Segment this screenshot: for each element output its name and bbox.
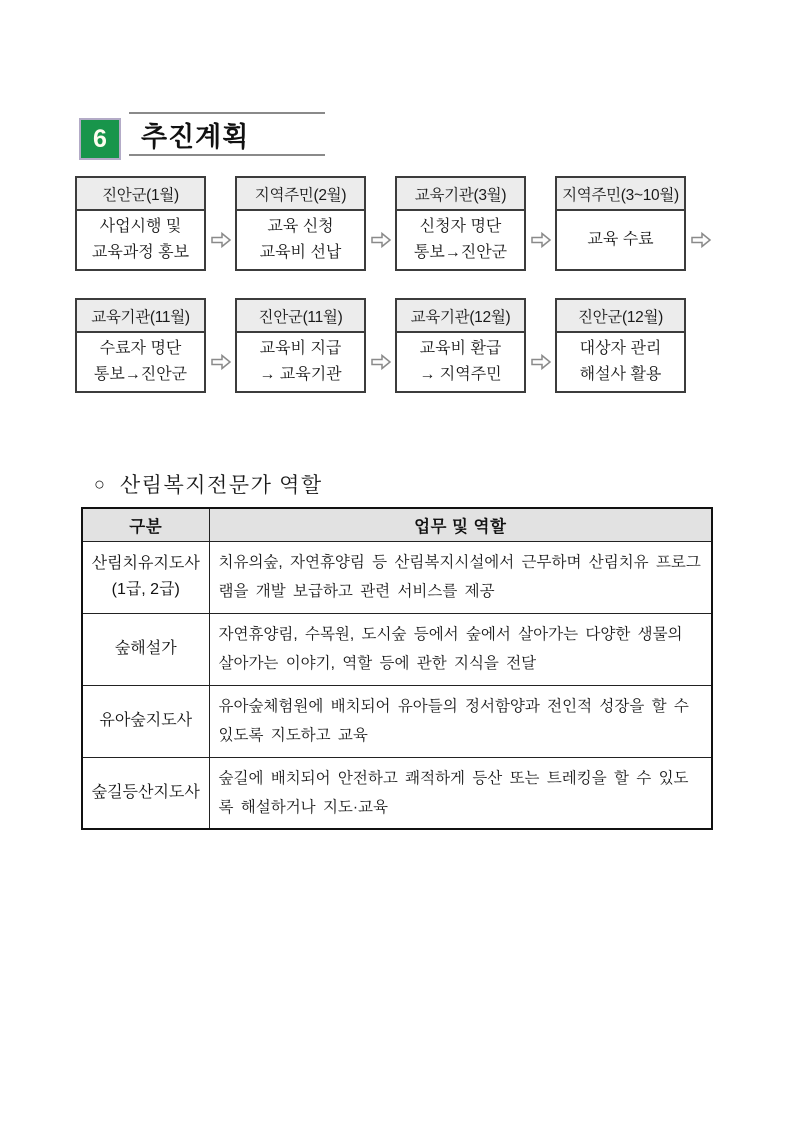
right-arrow-icon [370, 353, 392, 371]
flow-box-line: → 교육기관 [259, 366, 342, 383]
flow-box-line: 통보→진안군 [413, 244, 508, 261]
page-title: 추진계획 [141, 121, 250, 152]
flow-arrow [526, 176, 555, 271]
flow-box-body [77, 211, 204, 269]
flow-box [75, 298, 206, 393]
description-cell: 유아숲체험원에 배치되어 유아들의 정서함양과 전인적 성장을 할 수 있도록 지도하고 교육 [209, 685, 712, 757]
table-row [82, 613, 712, 685]
circle-bullet-icon: ○ [94, 473, 105, 494]
flow-box-body [557, 211, 684, 269]
flow-box-header: 지역주민(2월) [237, 178, 364, 211]
table-row [82, 757, 712, 829]
right-arrow-icon [210, 231, 232, 249]
category-line: 숲길등산지도사 [91, 783, 200, 801]
flow-box [235, 176, 366, 271]
category-line: 유아숲지도사 [99, 712, 193, 729]
flow-box-line: 통보→진안군 [93, 366, 188, 383]
roles-title-text: 산림복지전문가 역할 [119, 473, 323, 497]
category-line: (1급, 2급) [111, 581, 180, 598]
roles-table [81, 507, 713, 830]
category-cell [82, 613, 209, 685]
flow-box [395, 176, 526, 271]
flow-box-header: 교육기관(12월) [397, 300, 524, 333]
flow-box-header: 진안군(12월) [557, 300, 684, 333]
flow-box-body [237, 211, 364, 269]
table-row [82, 685, 712, 757]
flow-box-line: 수료자 명단 [99, 340, 182, 357]
right-arrow-icon [530, 353, 552, 371]
flow-arrow [686, 176, 715, 271]
flow-box [75, 176, 206, 271]
flow-arrow [526, 298, 555, 393]
roles-section-title [94, 469, 323, 499]
table-row [82, 541, 712, 613]
flow-box-line: 교육 신청 [267, 218, 334, 235]
flow-box [395, 298, 526, 393]
flow-box-line: 교육비 환급 [419, 340, 502, 357]
right-arrow-icon [210, 353, 232, 371]
flow-box-body [237, 333, 364, 391]
flow-box-body [77, 333, 204, 391]
flow-box [235, 298, 366, 393]
flow-box-header: 교육기관(3월) [397, 178, 524, 211]
flow-box-header: 지역주민(3~10월) [557, 178, 684, 211]
category-line: 산림치유지도사 [91, 555, 200, 572]
right-arrow-icon [530, 231, 552, 249]
description-cell: 자연휴양림, 수목원, 도시숲 등에서 숲에서 살아가는 다양한 생물의 살아가는 이야기, 역할 등에 관한 지식을 전달 [209, 613, 712, 685]
flow-arrow [206, 298, 235, 393]
right-arrow-icon [370, 231, 392, 249]
section-title-rule [129, 112, 325, 156]
right-arrow-icon [690, 231, 712, 249]
description-cell: 치유의숲, 자연휴양림 등 산림복지시설에서 근무하며 산림치유 프로그램을 개발 보급하고 관련 서비스를 제공 [209, 541, 712, 613]
category-line: 숲해설가 [114, 640, 177, 657]
flow-box-line: 사업시행 및 [99, 218, 182, 235]
flow-box-body [397, 211, 524, 269]
flow-box [555, 298, 686, 393]
flow-box-body [397, 333, 524, 391]
category-cell [82, 757, 209, 829]
table-header-duties: 업무 및 역할 [209, 508, 712, 541]
flow-row-1 [75, 176, 715, 271]
flow-row-2 [75, 298, 686, 393]
flow-box-header: 교육기관(11월) [77, 300, 204, 333]
flow-box-line: 교육과정 홍보 [91, 244, 190, 261]
flow-box-line: → 지역주민 [419, 366, 502, 383]
flow-box-header: 진안군(1월) [77, 178, 204, 211]
flow-arrow [366, 176, 395, 271]
flow-box-line: 신청자 명단 [419, 218, 502, 235]
flow-arrow [366, 298, 395, 393]
description-cell: 숲길에 배치되어 안전하고 쾌적하게 등산 또는 트레킹을 할 수 있도록 해설하거나 지도·교육 [209, 757, 712, 829]
flow-arrow [206, 176, 235, 271]
table-header-row [82, 508, 712, 541]
table-header-category: 구분 [82, 508, 209, 541]
flow-box-line: 해설사 활용 [579, 366, 662, 383]
flow-box-header: 진안군(11월) [237, 300, 364, 333]
flow-box-line: 교육비 선납 [259, 244, 342, 261]
flow-box [555, 176, 686, 271]
section-header [79, 112, 325, 160]
category-cell [82, 541, 209, 613]
flow-box-line: 교육 수료 [587, 231, 654, 248]
flow-box-line: 교육비 지급 [259, 340, 342, 357]
section-number-badge: 6 [79, 118, 121, 160]
flow-box-line: 대상자 관리 [579, 340, 662, 357]
flow-box-body [557, 333, 684, 391]
category-cell [82, 685, 209, 757]
